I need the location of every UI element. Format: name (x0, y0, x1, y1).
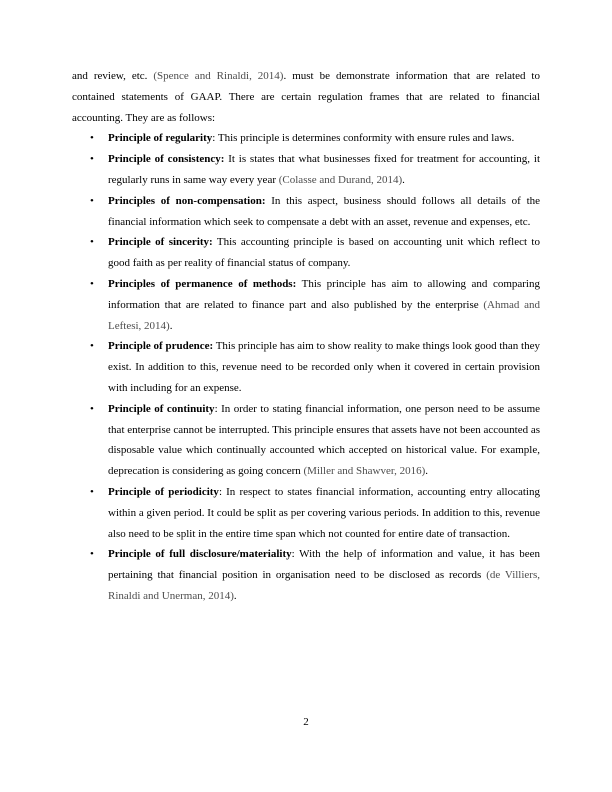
intro-text-continued: . must be demonstrate information that are related to contained statements of GAAP. There are certain regulation frames that are related to financial accounting. They are as follows: (72, 70, 540, 124)
term-separator: : (214, 402, 222, 415)
principle-text: It is states that what businesses fixed for treatment for accounting, it regularly runs in same way every year (108, 153, 540, 186)
intro-citation: (Spence and Rinaldi, 2014) (153, 70, 284, 82)
list-item-sincerity (90, 232, 540, 274)
bullet-icon: • (90, 485, 94, 498)
page-number: 2 (303, 716, 309, 728)
list-item-full-disclosure (90, 544, 540, 606)
principle-text: With the help of information and value, it has been pertaining that financial position in organisation need to be disclosed as records (108, 548, 540, 582)
principle-end: . (425, 465, 429, 478)
principle-text: In respect to states financial information, accounting entry allocating within a given period. It could be split as per covering various periods. In addition to this, revenue also need to be split in the entire time span which not counted for entire date of transaction. (108, 485, 540, 540)
intro-paragraph (72, 66, 540, 128)
term-separator: : (212, 132, 218, 145)
list-item-consistency (90, 149, 540, 191)
bullet-icon: • (90, 277, 94, 290)
intro-text: and review, etc. (72, 70, 154, 82)
list-item-regularity (90, 128, 540, 149)
principle-citation: (de Villiers, Rinaldi and Unerman, 2014) (108, 569, 540, 602)
principle-end: . (233, 589, 237, 602)
document-page (72, 66, 540, 607)
list-item-non-compensation (90, 191, 541, 233)
bullet-icon: • (90, 340, 94, 353)
bullet-icon: • (90, 548, 94, 561)
principle-citation: (Colasse and Durand, 2014) (278, 173, 403, 186)
bullet-icon: • (90, 402, 94, 415)
principle-citation: (Miller and Shawver, 2016) (303, 465, 426, 478)
list-item-permanence-of-methods (90, 274, 540, 336)
principle-term: Principles of non-compensation: (108, 194, 266, 207)
principle-term: Principle of full disclosure/materiality (108, 548, 292, 561)
principle-text: This principle has aim to show reality to make things look good than they exist. In addition to this, revenue need to be recorded only when it covered in certain provision with including for an expense. (108, 340, 540, 394)
term-separator: : (218, 485, 227, 498)
principle-citation: (Ahmad and Leftesi, 2014) (108, 298, 540, 332)
list-item-periodicity (90, 482, 540, 544)
principle-term: Principle of consistency: (108, 153, 225, 166)
principles-list (72, 128, 540, 606)
principle-term: Principle of prudence: (108, 340, 214, 353)
principle-text: This accounting principle is based on accounting unit which reflect to good faith as per reality of financial status of company. (108, 236, 540, 270)
principle-text: This principle is determines conformity with ensure rules and laws. (217, 132, 515, 145)
term-separator: : (291, 548, 300, 561)
list-item-prudence (90, 336, 540, 398)
principle-end: . (402, 173, 405, 186)
principle-text: In order to stating financial information, one person need to be assume that enterprise cannot be interrupted. This principle ensures that assets have not been accounted as disposable value which continually accounted which accepted on historical value. For example, deprecation is considering as going concern (108, 402, 541, 478)
principle-term: Principle of periodicity (108, 485, 219, 498)
list-item-continuity (90, 399, 541, 482)
principle-term: Principles of permanence of methods: (108, 277, 297, 290)
bullet-icon: • (90, 236, 94, 249)
bullet-icon: • (90, 153, 94, 166)
principle-text: This principle has aim to allowing and comparing information that are related to finance part and also published by the enterprise (108, 277, 540, 311)
principle-end: . (169, 319, 173, 332)
bullet-icon: • (90, 132, 94, 145)
principle-term: Principle of sincerity: (108, 236, 213, 249)
bullet-icon: • (90, 194, 94, 207)
principle-term: Principle of continuity (108, 402, 215, 415)
principle-text: In this aspect, business should follows all details of the financial information which seek to compensate a debt with an asset, revenue and expenses, etc. (108, 194, 541, 228)
principle-term: Principle of regularity (108, 132, 213, 145)
